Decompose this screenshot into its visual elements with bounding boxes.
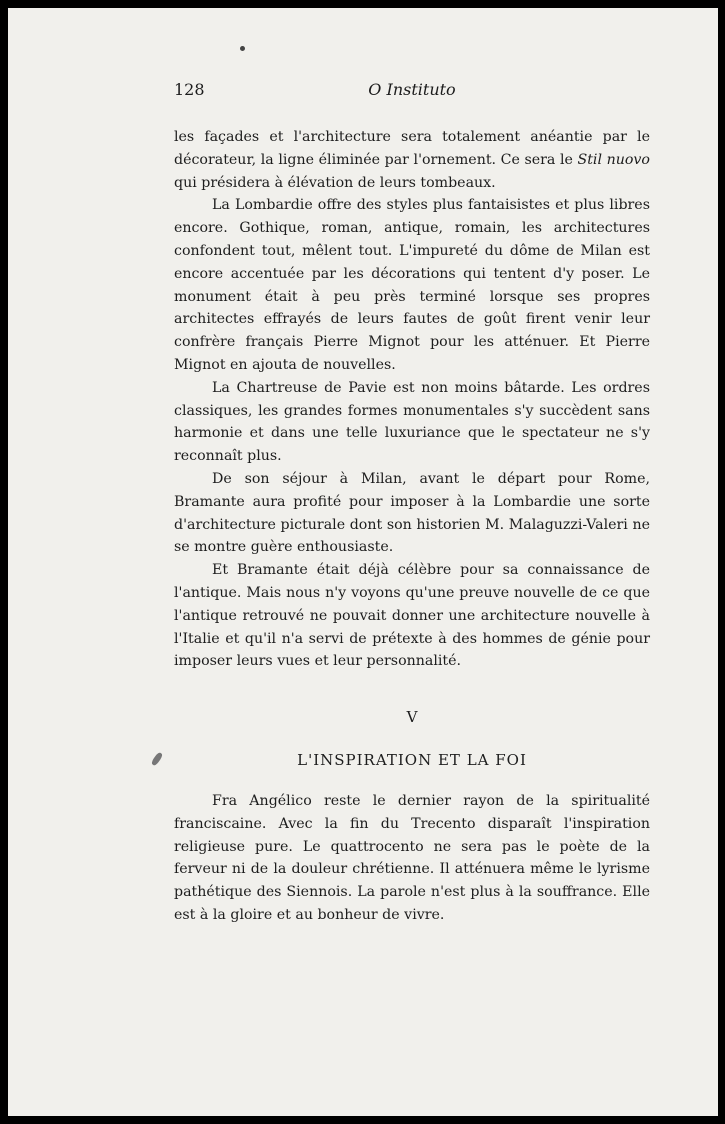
body-text-top — [174, 126, 650, 673]
paragraph: La Chartreuse de Pavie est non moins bâtarde. Les ordres classiques, les grandes formes monumentales s'y succèdent sans harmonie et dans une telle luxuriance que le spectateur ne s'y reconnaît plus. — [174, 379, 650, 465]
italic-phrase: Stil nuovo — [577, 151, 650, 168]
paragraph: De son séjour à Milan, avant le départ pour Rome, Bramante aura profité pour imposer à la Lombardie une sorte d'architecture picturale dont son historien M. Malaguzzi-Valeri ne se montre guère enthousiaste. — [174, 470, 650, 556]
body-text-bottom — [174, 790, 650, 927]
paragraph: Fra Angélico reste le dernier rayon de la spiritualité franciscaine. Avec la fin du Trecento disparaît l'inspiration religieuse pure. Le quattrocento ne sera pas le poète de la ferveur ni de la douleur chrétienne. Il atténuera même le lyrisme pathétique des Siennois. La parole n'est plus à la souffrance. Elle est à la gloire et au bonheur de vivre. — [174, 793, 650, 923]
page-number: 128 — [174, 80, 205, 99]
section-title: L'INSPIRATION ET LA FOI — [297, 751, 527, 769]
running-title: O Instituto — [368, 80, 456, 99]
paragraph — [174, 126, 650, 194]
book-page — [8, 8, 718, 1116]
page-header — [174, 80, 650, 104]
section-number: V — [406, 708, 418, 726]
ink-speck — [151, 752, 164, 767]
paragraph: La Lombardie offre des styles plus fantaisistes et plus libres encore. Gothique, roman, antique, romain, les architectures confondent tout, mêlent tout. L'impureté du dôme de Milan est encore accentuée par les décorations qui tentent d'y poser. Le monument était à peu près terminé lorsque ses propres architectes effrayés de leurs fautes de goût firent venir leur confrère français Pierre Mignot pour les atténuer. Et Pierre Mignot en ajouta de nouvelles. — [174, 197, 650, 373]
text-segment: les façades et l'architecture sera totalement anéantie par le décorateur, la ligne éliminée par l'ornement. Ce sera le — [174, 129, 650, 168]
text-segment: qui présidera à élévation de leurs tombeaux. — [174, 174, 496, 191]
paragraph: Et Bramante était déjà célèbre pour sa connaissance de l'antique. Mais nous n'y voyons qu'une preuve nouvelle de ce que l'antique retrouvé ne pouvait donner une architecture nouvelle à l'Italie et qu'il n'a servi de prétexte à des hommes de génie pour imposer leurs vues et leur personnalité. — [174, 562, 650, 670]
ink-speck — [240, 46, 245, 51]
